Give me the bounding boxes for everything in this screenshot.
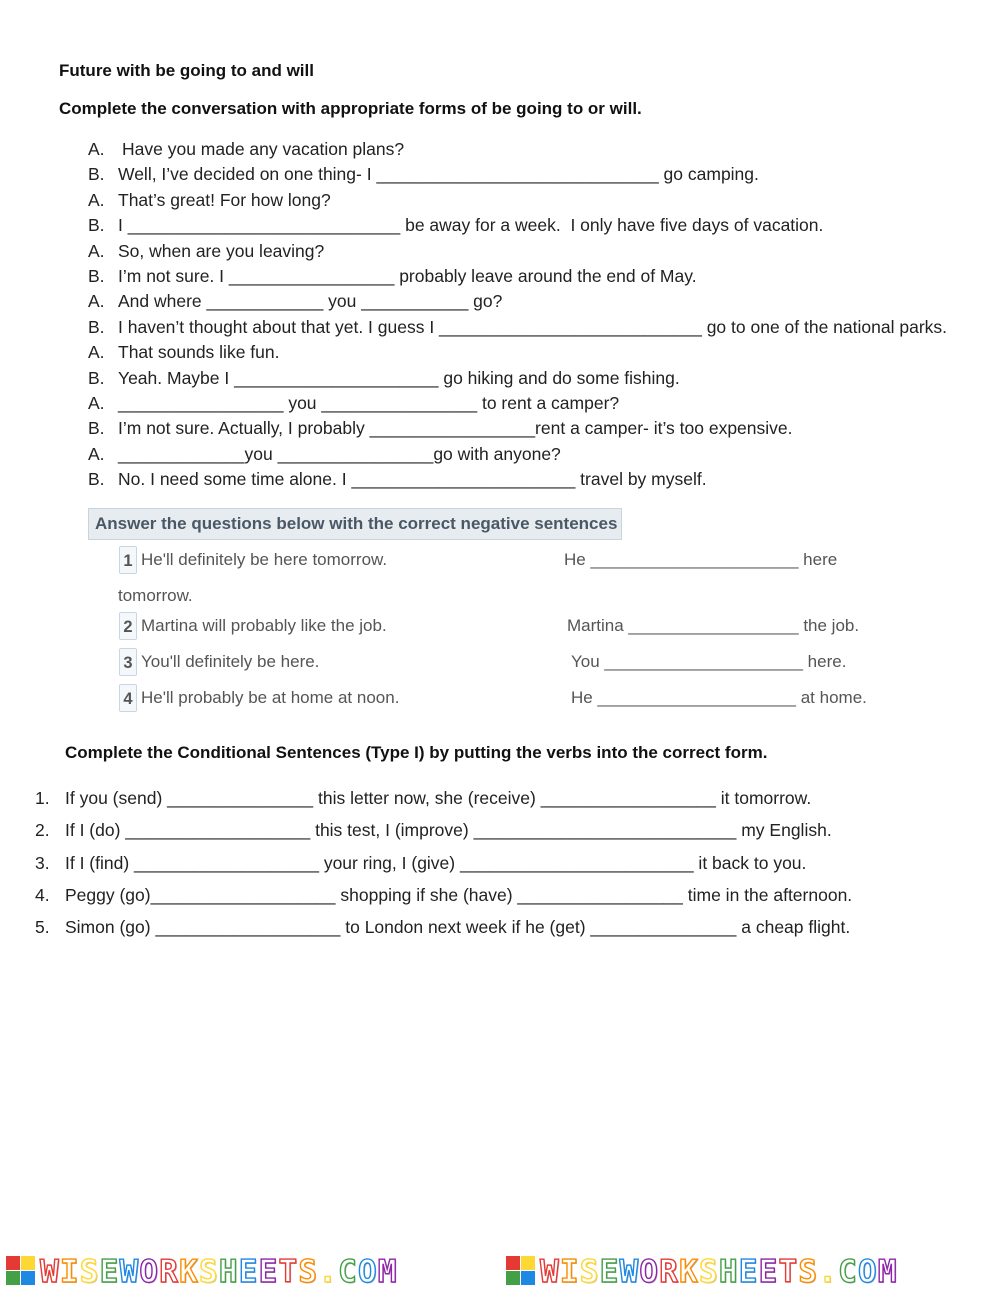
item-number-badge: 2 bbox=[119, 612, 137, 640]
negative-answer-line[interactable]: Martina __________________ the job. bbox=[567, 616, 860, 635]
conversation-text: Have you made any vacation plans? bbox=[122, 139, 405, 159]
speaker-label: A. bbox=[88, 342, 105, 363]
conditionals-title: Complete the Conditional Sentences (Type I) by putting the verbs into the correct form. bbox=[65, 743, 768, 762]
conversation-text[interactable]: I ____________________________ be away for a week. I only have five days of vacation. bbox=[118, 215, 824, 236]
speaker-label: B. bbox=[88, 367, 105, 388]
speaker-label: B. bbox=[88, 469, 105, 490]
negative-answer-continuation: tomorrow. bbox=[118, 586, 193, 605]
speaker-label: A. bbox=[88, 393, 105, 413]
conversation-text[interactable]: _____________you ________________go with anyone? bbox=[118, 443, 561, 464]
conditional-number: 2. bbox=[35, 820, 50, 841]
speaker-label: B. bbox=[88, 215, 105, 236]
conditional-sentence[interactable]: Simon (go) ___________________ to London next week if he (get) _______________ a cheap flight. bbox=[65, 917, 851, 938]
conditional-sentence[interactable]: If you (send) _______________ this letter now, she (receive) __________________ it tomorrow. bbox=[65, 788, 812, 808]
conversation-text[interactable]: I haven’t thought about that yet. I guess I ___________________________ go to one of the national parks. bbox=[118, 316, 948, 337]
conditional-sentence[interactable]: If I (do) ___________________ this test, I (improve) ___________________________ my English. bbox=[65, 820, 832, 841]
page-title: Future with be going to and will bbox=[59, 61, 314, 80]
speaker-label: B. bbox=[88, 164, 105, 185]
conversation-text[interactable]: _________________ you ________________ to rent a camper? bbox=[118, 393, 620, 413]
conversation-text[interactable]: Well, I’ve decided on one thing- I _____________________________ go camping. bbox=[118, 164, 759, 185]
speaker-label: A. bbox=[88, 240, 105, 261]
conversation-instructions: Complete the conversation with appropriate forms of be going to or will. bbox=[59, 99, 642, 118]
negative-question: Martina will probably like the job. bbox=[141, 616, 387, 635]
conditional-number: 3. bbox=[35, 852, 50, 873]
negative-answer-line[interactable]: He _____________________ at home. bbox=[571, 688, 867, 707]
conversation-text: So, when are you leaving? bbox=[118, 240, 325, 261]
footer-watermark bbox=[0, 1252, 1000, 1291]
speaker-label: A. bbox=[88, 189, 105, 210]
logo-wordmark: WISEWORKSHEETS.COM bbox=[40, 1254, 398, 1290]
negative-answer-line[interactable]: You _____________________ here. bbox=[571, 652, 847, 671]
negative-question: He'll probably be at home at noon. bbox=[141, 688, 400, 707]
item-number-badge: 3 bbox=[119, 648, 137, 676]
speaker-label: A. bbox=[88, 291, 105, 312]
item-number-badge: 4 bbox=[119, 684, 137, 712]
conversation-text[interactable]: And where ____________ you ___________ go? bbox=[118, 291, 503, 312]
item-number-badge: 1 bbox=[119, 546, 137, 574]
conditional-number: 4. bbox=[35, 884, 50, 905]
speaker-label: A. bbox=[88, 139, 105, 159]
negative-question: You'll definitely be here. bbox=[141, 652, 320, 671]
speaker-label: A. bbox=[88, 443, 105, 464]
negatives-title: Answer the questions below with the correct negative sentences bbox=[95, 514, 618, 533]
speaker-label: B. bbox=[88, 266, 105, 286]
conversation-text: That’s great! For how long? bbox=[118, 189, 331, 210]
conditional-number: 5. bbox=[35, 917, 50, 938]
speaker-label: B. bbox=[88, 418, 105, 439]
conditional-number: 1. bbox=[35, 788, 50, 808]
negative-question: He'll definitely be here tomorrow. bbox=[141, 550, 388, 569]
conversation-text[interactable]: I’m not sure. Actually, I probably _________________rent a camper- it’s too expensive. bbox=[118, 418, 793, 439]
logo-icon bbox=[6, 1256, 36, 1286]
logo-wordmark: WISEWORKSHEETS.COM bbox=[540, 1254, 898, 1290]
conditional-sentence[interactable]: Peggy (go)___________________ shopping if she (have) _________________ time in the afternoon. bbox=[65, 884, 853, 905]
conversation-text: That sounds like fun. bbox=[118, 342, 280, 363]
conversation-text[interactable]: No. I need some time alone. I _______________________ travel by myself. bbox=[118, 469, 707, 490]
negatives-title-box bbox=[88, 508, 622, 540]
conversation-text[interactable]: I’m not sure. I _________________ probably leave around the end of May. bbox=[118, 266, 697, 286]
speaker-label: B. bbox=[88, 316, 105, 337]
conditional-sentence[interactable]: If I (find) ___________________ your ring, I (give) ________________________ it back to you. bbox=[65, 852, 807, 873]
negative-answer-line[interactable]: He ______________________ here bbox=[564, 550, 838, 569]
conversation-text[interactable]: Yeah. Maybe I _____________________ go hiking and do some fishing. bbox=[118, 367, 680, 388]
logo-icon bbox=[506, 1256, 536, 1286]
